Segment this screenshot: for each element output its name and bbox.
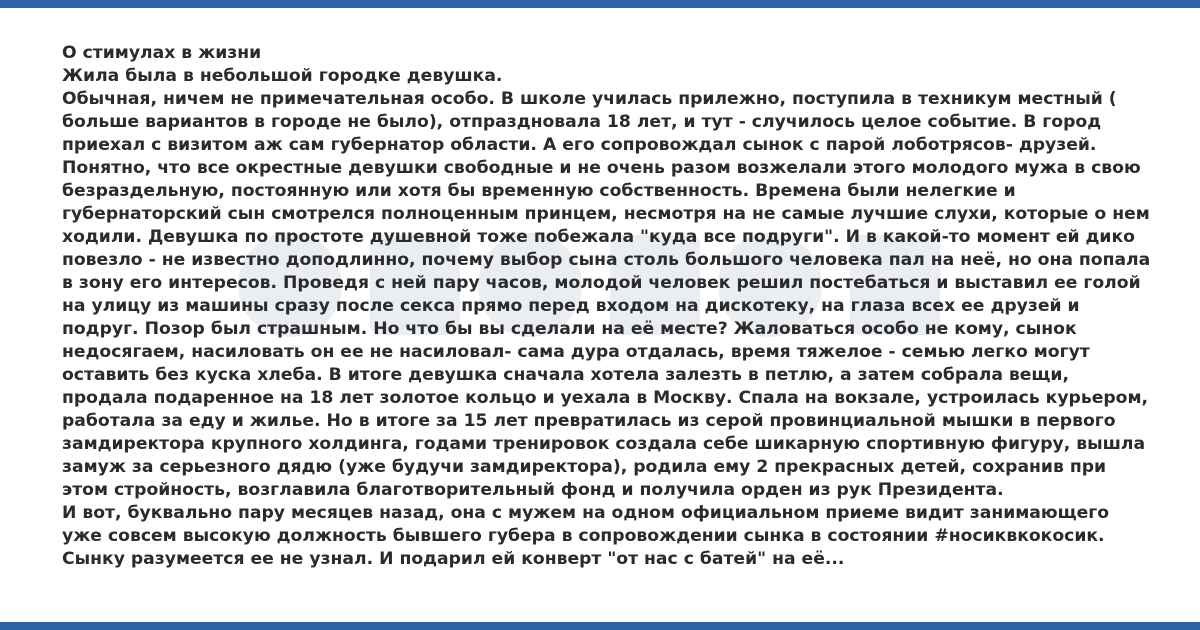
post-paragraph-3: И вот, буквально пару месяцев назад, она с мужем на одном официальном приеме видит занимающего уже совсем высокую должность бывшего губера в сопровождении сынка в состоянии #носиквкокосик. Сынку разумеется ее не узнал. И подарил ей конверт "от нас с батей" на её...: [62, 503, 1110, 569]
post-paragraph-1: Жила была в небольшой городке девушка.: [62, 66, 503, 86]
post-paragraph-2: Обычная, ничем не примечательная особо. В школе училась прилежно, поступила в техникум местный ( больше вариантов в городе не было), отпраздновала 18 лет, и тут - случилось целое событие. В город приехал с визитом аж сам губернатор области. А его сопровождал сынок с парой лоботрясов- друзей. Понятно, что все окрестные девушки свободные и не очень разом возжелали этого молодого мужа в свою безраздельную, постоянную или хотя бы временную собственность. Времена были нелегкие и губернаторский сын смотрелся полноценным принцем, несмотря на не самые лучшие слухи, которые о нем ходили. Девушка по простоте душевной тоже побежала "куда все подруги". И в какой-то момент ей дико повезло - не известно доподлинно, почему выбор сына столь большого человека пал на неё, но она попала в зону его интересов. Проведя с ней пару часов, молодой человек решил постебаться и выставил ее голой на улицу из машины сразу после секса прямо перед входом на дискотеку, на глаза всех ее друзей и подруг. Позор был страшным. Но что бы вы сделали на её месте? Жаловаться особо не кому, сынок недосягаем, насиловать он ее не насиловал- сама дура отдалась, время тяжелое - семью легко могут оставить без куска хлеба. В итоге девушка сначала хотела залезть в петлю, а затем собрала вещи, продала подаренное на 18 лет золотое кольцо и уехала в Москву. Спала на вокзале, устроилась курьером, работала за еду и жилье. Но в итоге за 15 лет превратилась из серой провинциальной мышки в первого замдиректора крупного холдинга, годами тренировок создала себе шикарную спортивную фигуру, вышла замуж за серьезного дядю (уже будучи замдиректора), родила ему 2 прекрасных детей, сохранив при этом стройность, возглавила благотворительный фонд и получила орден из рук Президента.: [62, 89, 1151, 500]
top-accent-bar: [0, 0, 1200, 8]
bottom-accent-bar: [0, 622, 1200, 630]
post-title: О стимулах в жизни: [62, 43, 262, 63]
post-body: [62, 42, 1152, 571]
